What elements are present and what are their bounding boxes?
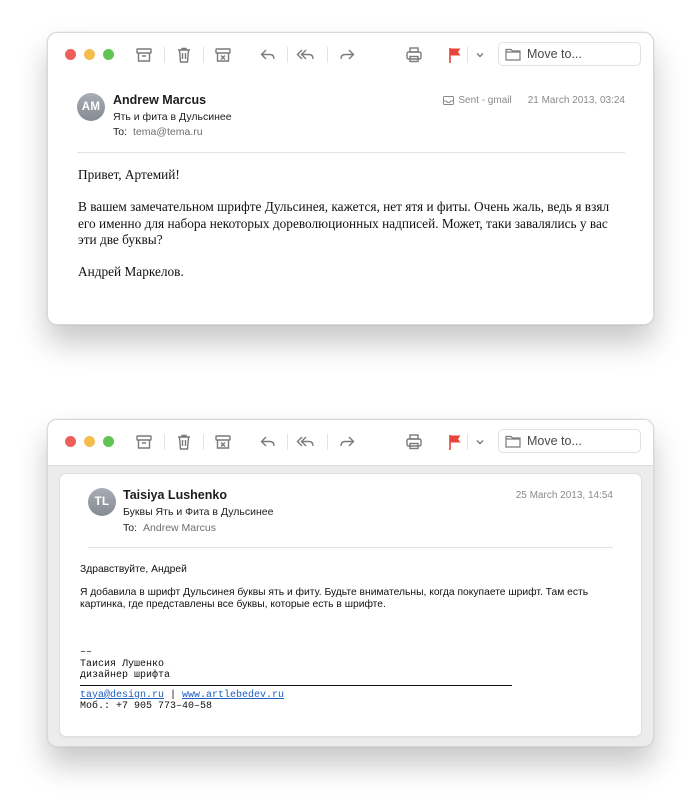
link-separator: | bbox=[164, 689, 183, 701]
junk-icon[interactable] bbox=[213, 432, 233, 452]
signature bbox=[80, 647, 540, 713]
signature-phone: Моб.: +7 905 773–40–58 bbox=[80, 701, 213, 713]
close-button[interactable] bbox=[65, 436, 76, 447]
trash-icon[interactable] bbox=[174, 432, 194, 452]
move-to-label: Move to... bbox=[527, 434, 582, 448]
chevron-down-icon[interactable] bbox=[470, 45, 490, 65]
forward-icon[interactable] bbox=[337, 45, 357, 65]
recipient-row bbox=[123, 522, 216, 534]
to-label: To: bbox=[113, 126, 128, 138]
avatar: TL bbox=[88, 488, 116, 516]
move-to-label: Move to... bbox=[527, 47, 582, 61]
move-to-button[interactable] bbox=[498, 42, 641, 66]
toolbar bbox=[48, 33, 653, 78]
reply-all-icon[interactable] bbox=[296, 432, 316, 452]
zoom-button[interactable] bbox=[103, 436, 114, 447]
reply-icon[interactable] bbox=[258, 432, 278, 452]
message-date: 21 March 2013, 03:24 bbox=[527, 95, 625, 106]
signoff: Андрей Маркелов. bbox=[78, 264, 184, 280]
signature-rule bbox=[80, 685, 512, 686]
trash-icon[interactable] bbox=[174, 45, 194, 65]
flag-icon[interactable] bbox=[445, 45, 465, 65]
reply-icon[interactable] bbox=[258, 45, 278, 65]
sender-name: Taisiya Lushenko bbox=[123, 488, 227, 502]
minimize-button[interactable] bbox=[84, 436, 95, 447]
website-link[interactable]: www.artlebedev.ru bbox=[182, 689, 285, 701]
message-meta bbox=[443, 95, 625, 106]
message-meta bbox=[516, 490, 613, 501]
signature-name: Таисия Лушенко bbox=[80, 658, 165, 670]
mailbox-name: Sent - gmail bbox=[458, 95, 512, 106]
body-paragraph: Я добавила в шрифт Дульсинея буквы ять и фиту. Будьте внимательны, когда покупаете шрифт. Там есть картинка, где представлены все буквы, которые есть в шрифте. bbox=[80, 586, 589, 611]
message-body bbox=[80, 564, 620, 622]
recipient-row bbox=[113, 126, 203, 138]
window-controls bbox=[65, 436, 114, 447]
folder-icon bbox=[505, 47, 521, 61]
window-controls bbox=[65, 49, 114, 60]
greeting: Привет, Артемий! bbox=[78, 167, 180, 182]
subject: Ять и фита в Дульсинее bbox=[113, 111, 232, 123]
subject: Буквы Ять и Фита в Дульсинее bbox=[123, 506, 274, 518]
message-body bbox=[78, 167, 623, 296]
sender-name: Andrew Marcus bbox=[113, 93, 207, 107]
signature-dash: –– bbox=[80, 647, 93, 658]
move-to-button[interactable] bbox=[498, 429, 641, 453]
forward-icon[interactable] bbox=[337, 432, 357, 452]
close-button[interactable] bbox=[65, 49, 76, 60]
archive-icon[interactable] bbox=[134, 432, 154, 452]
mailbox-icon bbox=[443, 96, 454, 105]
reply-all-icon[interactable] bbox=[296, 45, 316, 65]
message-date: 25 March 2013, 14:54 bbox=[515, 490, 613, 501]
to-label: To: bbox=[123, 522, 138, 534]
flag-icon[interactable] bbox=[445, 432, 465, 452]
header-divider bbox=[88, 547, 613, 548]
signature-role: дизайнер шрифта bbox=[80, 670, 171, 682]
email-link[interactable]: taya@design.ru bbox=[80, 689, 165, 701]
archive-icon[interactable] bbox=[134, 45, 154, 65]
recipient-address[interactable]: tema@tema.ru bbox=[133, 126, 203, 138]
header-divider bbox=[77, 152, 625, 153]
signature-links bbox=[80, 690, 540, 702]
greeting: Здравствуйте, Андрей bbox=[80, 564, 187, 575]
message-card bbox=[60, 474, 641, 736]
avatar: AM bbox=[77, 93, 105, 121]
chevron-down-icon[interactable] bbox=[470, 432, 490, 452]
body-paragraph: В вашем замечательном шрифте Дульсинея, кажется, нет ятя и фиты. Очень жаль, ведь я взял его именно для набора некоторых дореволюционных надписей. Может, таки завалялись у вас эти две буквы? bbox=[78, 199, 610, 247]
print-icon[interactable] bbox=[404, 432, 424, 452]
minimize-button[interactable] bbox=[84, 49, 95, 60]
toolbar bbox=[48, 420, 653, 466]
zoom-button[interactable] bbox=[103, 49, 114, 60]
print-icon[interactable] bbox=[404, 45, 424, 65]
mail-window-2 bbox=[47, 419, 654, 747]
folder-icon bbox=[505, 434, 521, 448]
mail-window-1 bbox=[47, 32, 654, 325]
recipient-address[interactable]: Andrew Marcus bbox=[143, 522, 216, 534]
junk-icon[interactable] bbox=[213, 45, 233, 65]
